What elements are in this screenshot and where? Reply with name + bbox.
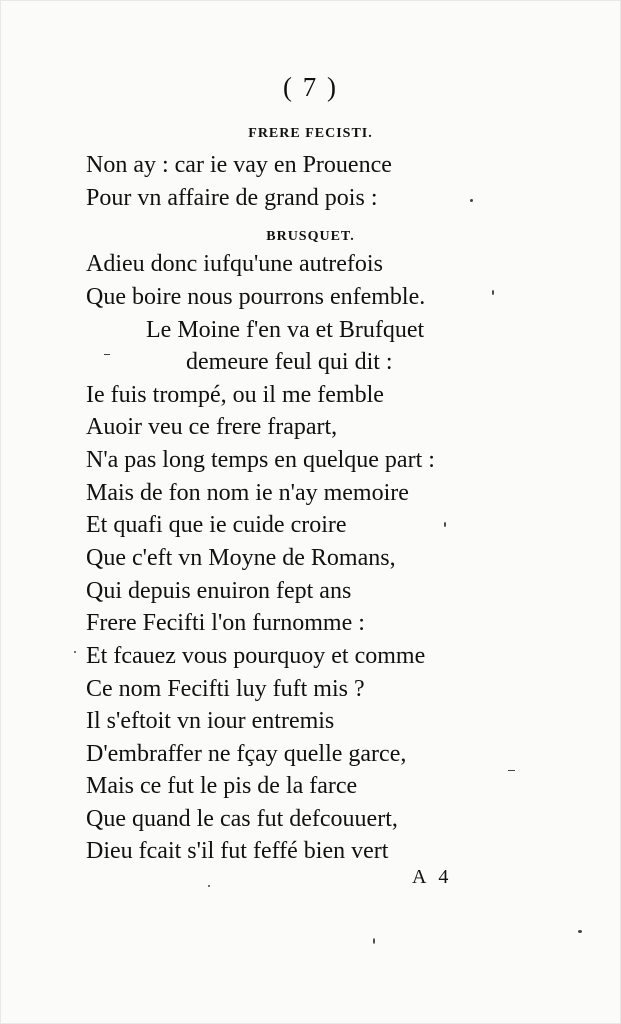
verse-line: Dieu fcait s'il fut feffé bien vert xyxy=(86,838,389,864)
ink-speck xyxy=(508,770,515,771)
ink-speck xyxy=(74,651,76,653)
ink-speck xyxy=(208,885,210,887)
verse-line: Adieu donc iufqu'une autrefois xyxy=(86,251,383,277)
verse-line: Auoir veu ce frere frapart, xyxy=(86,414,338,440)
ink-speck xyxy=(104,354,110,355)
verse-line: Que c'eft vn Moyne de Romans, xyxy=(86,545,396,571)
signature-mark: A 4 xyxy=(412,866,453,888)
verse-line: Ie fuis trompé, ou il me femble xyxy=(86,382,384,408)
verse-line: Et quafi que ie cuide croire xyxy=(86,512,347,538)
ink-speck xyxy=(492,290,494,295)
verse-line: Que quand le cas fut defcouuert, xyxy=(86,806,398,832)
page-number: ( 7 ) xyxy=(283,72,338,102)
stage-direction-line: Le Moine f'en va et Brufquet xyxy=(146,317,425,343)
verse-line: N'a pas long temps en quelque part : xyxy=(86,447,435,473)
speaker-frere-fecisti: FRERE FECISTI. xyxy=(248,126,373,141)
ink-speck xyxy=(470,199,473,202)
verse-line: Mais de fon nom ie n'ay memoire xyxy=(86,480,409,506)
verse-line: Mais ce fut le pis de la farce xyxy=(86,773,358,799)
ink-speck xyxy=(373,938,375,944)
verse-line: Il s'eftoit vn iour entremis xyxy=(86,708,335,734)
verse-line: Frere Fecifti l'on furnomme : xyxy=(86,610,365,636)
speaker-brusquet: BRUSQUET. xyxy=(266,229,355,244)
verse-line: Non ay : car ie vay en Prouence xyxy=(86,152,392,178)
verse-line: Qui depuis enuiron fept ans xyxy=(86,578,352,604)
verse-line: Que boire nous pourrons enfemble. xyxy=(86,284,426,310)
verse-line: Et fcauez vous pourquoy et comme xyxy=(86,643,426,669)
verse-line: D'embraffer ne fçay quelle garce, xyxy=(86,741,407,767)
verse-line: Ce nom Fecifti luy fuft mis ? xyxy=(86,676,365,702)
ink-speck xyxy=(444,522,446,527)
stage-direction-line: demeure feul qui dit : xyxy=(186,349,393,375)
verse-line: Pour vn affaire de grand pois : xyxy=(86,185,378,211)
ink-speck xyxy=(578,930,582,933)
